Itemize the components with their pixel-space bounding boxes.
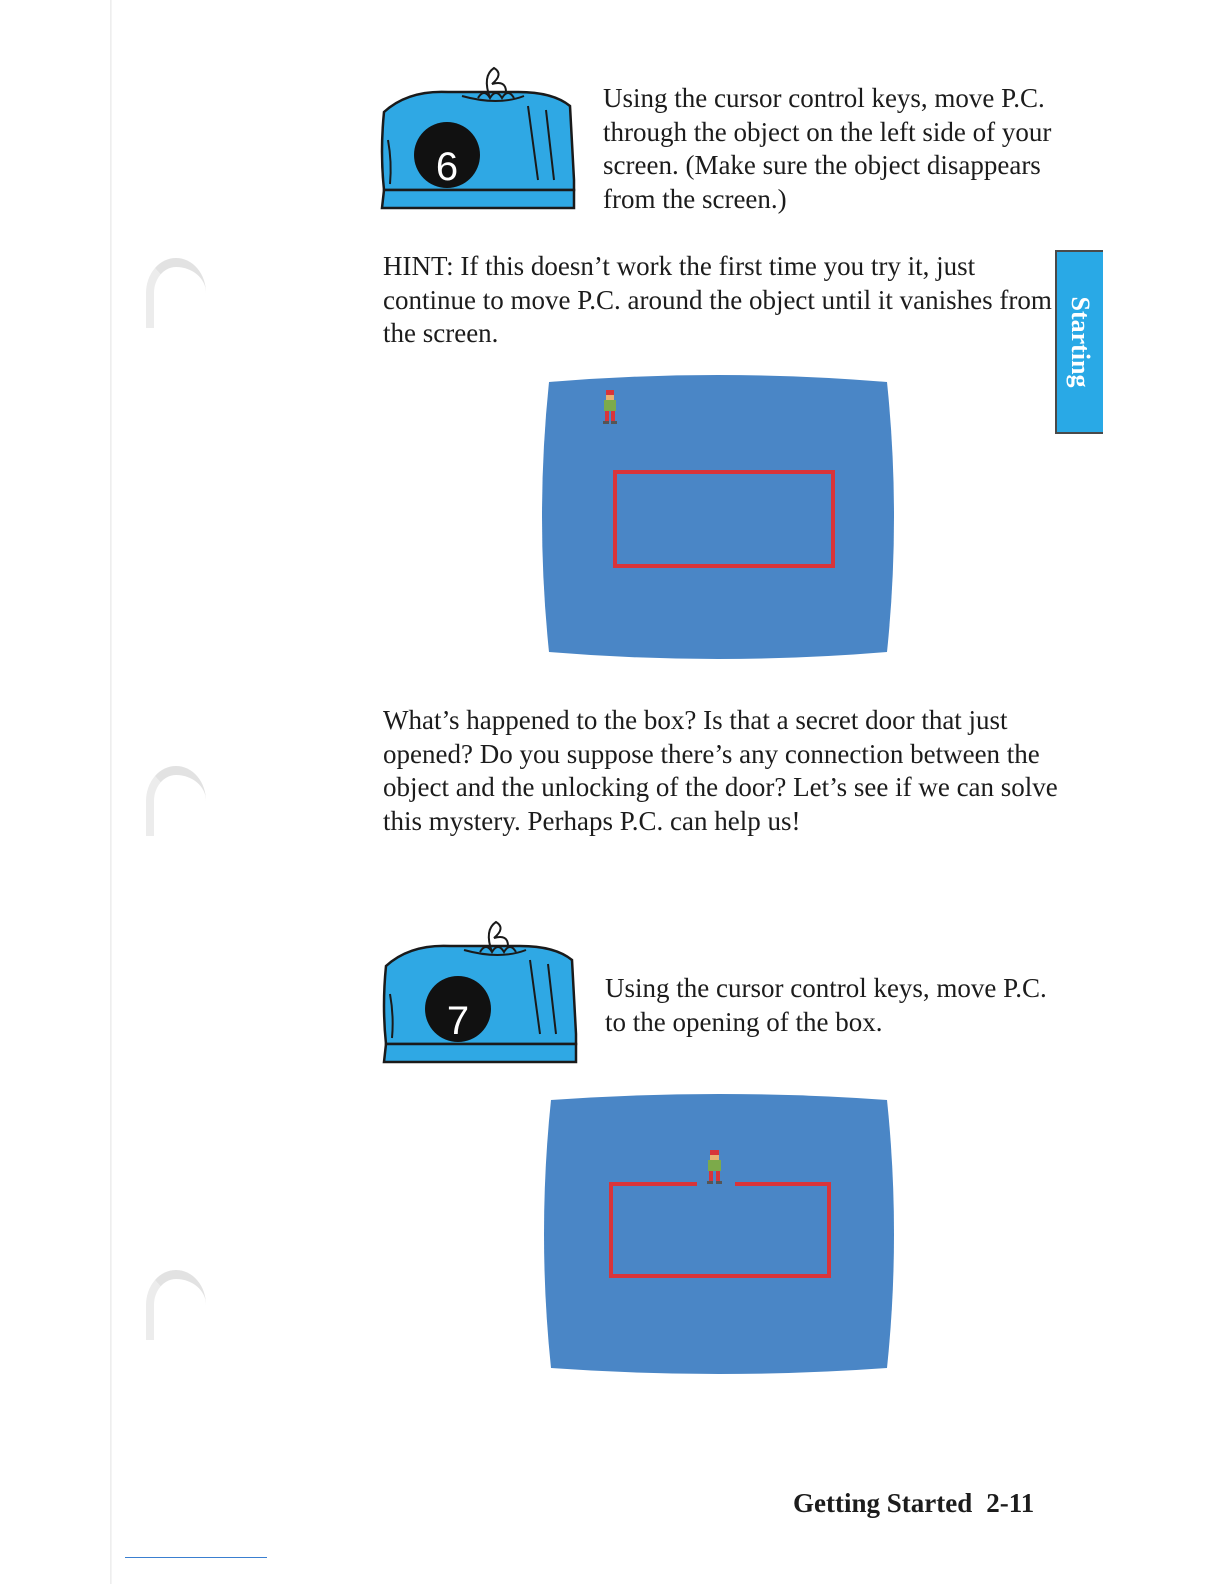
footer-page-number: 2-11 <box>986 1488 1035 1518</box>
hint-paragraph: HINT: If this doesn’t work the first time you try it, just continue to move P.C. around the object until it vanishes from the screen. <box>383 251 1052 348</box>
step-7-instruction: Using the cursor control keys, move P.C. to the opening of the box. <box>605 973 1047 1037</box>
footer-rule <box>125 1557 267 1558</box>
page-footer <box>793 1488 1034 1519</box>
binder-hole-bottom <box>146 1270 206 1340</box>
page-margin-line <box>110 0 112 1584</box>
mystery-paragraph: What’s happened to the box? Is that a secret door that just opened? Do you suppose there’s any connection between the object and the unlocking of the door? Let’s see if we can solve this mystery. Perhaps P.C. can help us! <box>383 705 1058 836</box>
step-7-shoe-icon <box>380 916 582 1068</box>
tv-screen-before <box>535 368 901 666</box>
section-tab-label: Starting <box>1066 296 1095 388</box>
step-6-shoe-icon <box>378 62 580 214</box>
screen-background <box>544 1094 894 1374</box>
footer-title: Getting Started <box>793 1488 973 1518</box>
screen-background <box>542 375 894 659</box>
binder-hole-middle <box>146 766 206 836</box>
step-7-number: 7 <box>446 999 470 1043</box>
step-6-instruction: Using the cursor control keys, move P.C. through the object on the left side of your screen. (Make sure the object disappears from the screen.) <box>603 83 1052 214</box>
binder-hole-top <box>146 258 206 328</box>
step-6-number: 6 <box>435 145 459 189</box>
tv-screen-after <box>537 1088 901 1380</box>
